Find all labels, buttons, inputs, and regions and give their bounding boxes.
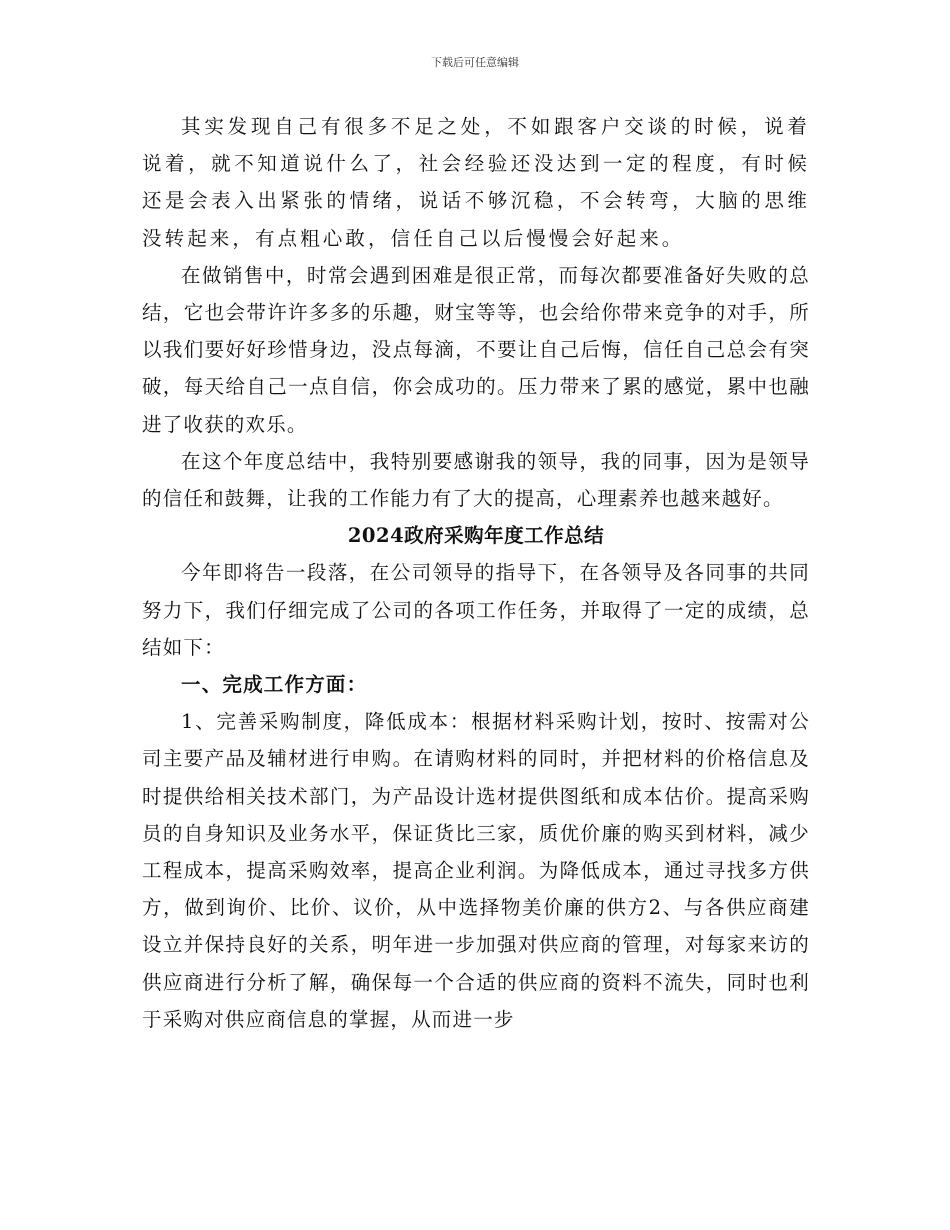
section-title: 2024政府采购年度工作总结 (347, 524, 605, 548)
paragraph-5: 1、完善采购制度，降低成本：根据材料采购计划，按时、按需对公司主要产品及辅材进行申购。在请购材料的同时，并把材料的价格信息及时提供给相关技术部门，为产品设计选材提供图纸和成本估价。提高采购员的自身知识及业务水平，保证货比三家，质优价廉的购买到材料，减少工程成本，提高采购效率，提高企业利润。为降低成本，通过寻找多方供方，做到询价、比价、议价，从中选择物美价廉的供方2、与各供应商建设立并保持良好的关系，明年进一步加强对供应商的管理，对每家来访的供应商进行分析了解，确保每一个合适的供应商的资料不流失，同时也利于采购对供应商信息的掌握，从而进一步 (142, 710, 810, 1031)
header-note: 下载后可任意编辑 (431, 56, 519, 69)
subsection-title: 一、完成工作方面： (181, 673, 368, 697)
paragraph-2: 在做销售中，时常会遇到困难是很正常，而每次都要准备好失败的总结，它也会带许许多多的乐趣，财宝等等，也会给你带来竞争的对手，所以我们要好好珍惜身边，没点每滴，不要让自己后悔，信任自己总会有突破，每天给自己一点自信，你会成功的。压力带来了累的感觉，累中也融进了收获的欢乐。 (142, 263, 810, 436)
paragraph-1: 其实发现自己有很多不足之处，不如跟客户交谈的时候，说着说着，就不知道说什么了，社会经验还没达到一定的程度，有时候还是会表入出紧张的情绪，说话不够沉稳，不会转弯，大脑的思维没转起来，有点粗心敢，信任自己以后慢慢会好起来。 (142, 115, 810, 250)
document-body (142, 108, 810, 1038)
paragraph-3: 在这个年度总结中，我特别要感谢我的领导，我的同事，因为是领导的信任和鼓舞，让我的工作能力有了大的提高，心理素养也越来越好。 (142, 449, 810, 511)
paragraph-4: 今年即将告一段落，在公司领导的指导下，在各领导及各同事的共同努力下，我们仔细完成了公司的各项工作任务，并取得了一定的成绩，总结如下： (142, 561, 810, 659)
